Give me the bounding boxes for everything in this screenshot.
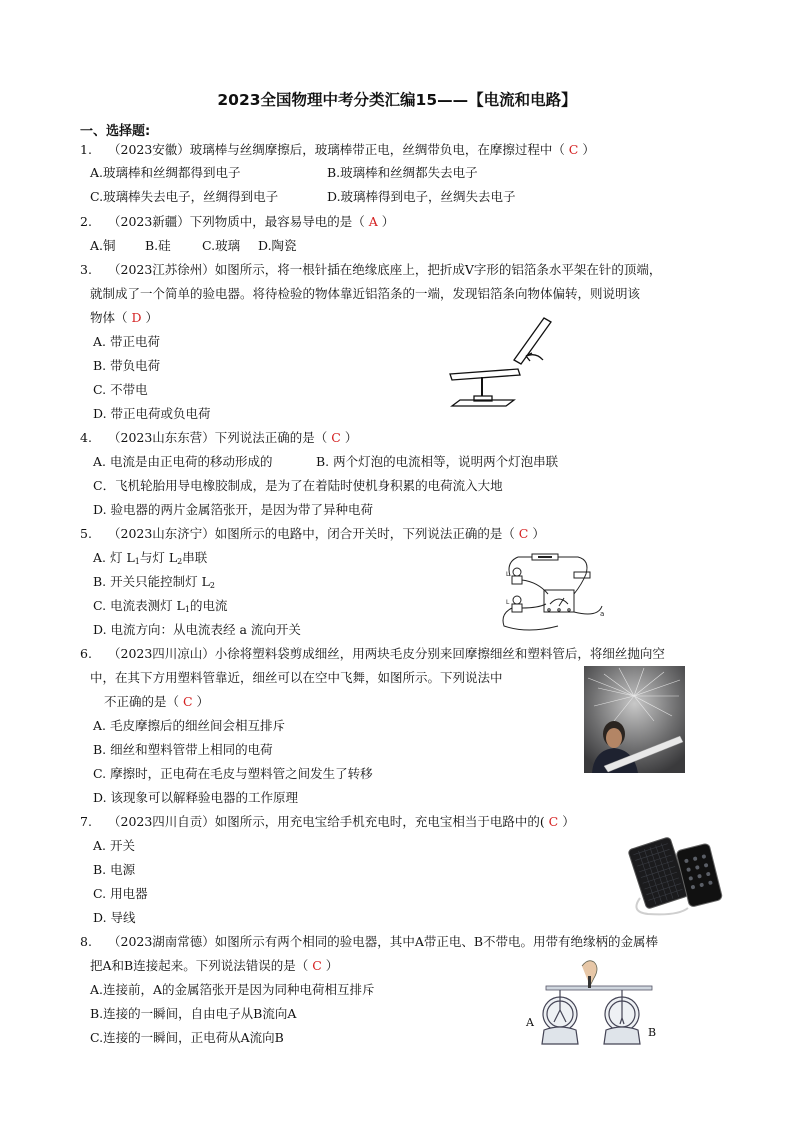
electroscope-label-b: B: [648, 1026, 657, 1039]
option-b: B. 开关只能控制灯 $L_2$: [93, 574, 216, 590]
question-number: 5.: [80, 526, 92, 541]
section-heading: 一、选择题:: [80, 124, 151, 139]
option-b: B. 两个灯泡的电流相等，说明两个灯泡串联: [316, 454, 559, 469]
figure-label-a: a: [600, 610, 605, 618]
two-electroscopes-figure: [518, 952, 668, 1052]
answer-mark: C: [308, 958, 326, 973]
question-number: 2.: [80, 214, 92, 229]
option-d: D. 该现象可以解释验电器的工作原理: [93, 790, 299, 805]
question-stem-line: 就制成了一个简单的验电器。将待检验的物体靠近铝箔条的一端，发现铝箔条向物体偏转，则说明该: [90, 286, 641, 301]
circuit-figure: [498, 548, 608, 633]
option-a: A. 开关: [93, 838, 135, 853]
option-c: C. 摩擦时，正电荷在毛皮与塑料管之间发生了转移: [93, 766, 373, 781]
option-d: D. 带正电荷或负电荷: [93, 406, 211, 421]
question-stem-line: （2023湖南常德）如图所示有两个相同的验电器，其中A带正电、B不带电。用带有绝缘柄的金属棒: [108, 934, 659, 949]
question-stem-line: （2023四川凉山）小徐将塑料袋剪成细丝，用两块毛皮分别来回摩擦细丝和塑料管后，将细丝抛向空: [108, 646, 665, 661]
question-stem-line: 物体（ D ）: [90, 310, 158, 325]
question-stem-line: 把A和B连接起来。下列说法错误的是（ C ）: [90, 958, 339, 973]
svg-text:L: L: [506, 599, 510, 606]
question-stem: （2023山东东营）下列说法正确的是（ C ）: [108, 430, 358, 445]
page-title: 2023全国物理中考分类汇编15——【电流和电路】: [217, 91, 577, 109]
option-b: B.连接的一瞬间，自由电子从B流向A: [90, 1006, 297, 1021]
option-b: B. 电源: [93, 862, 136, 877]
option-c: C.玻璃: [202, 238, 241, 253]
option-b: B. 细丝和塑料管带上相同的电荷: [93, 742, 273, 757]
question-number: 6.: [80, 646, 92, 661]
option-a: A. 灯 $L_1$与灯 $L_2$串联: [93, 550, 208, 566]
foil-electroscope-figure: [440, 312, 570, 408]
power-bank-phone-figure: [628, 832, 724, 918]
question-number: 8.: [80, 934, 92, 949]
option-a: A.玻璃棒和丝绸都得到电子: [90, 165, 241, 180]
question-number: 4.: [80, 430, 92, 445]
question-number: 3.: [80, 262, 92, 277]
question-stem: （2023新疆）下列物质中，最容易导电的是（ A ）: [108, 214, 395, 229]
option-d: D.陶瓷: [258, 238, 297, 253]
question-stem-line: （2023江苏徐州）如图所示，将一根针插在绝缘底座上，把折成V字形的铝箔条水平架在针的顶端，: [108, 262, 662, 277]
option-b: B.玻璃棒和丝绸都失去电子: [327, 165, 478, 180]
answer-mark: C: [564, 142, 583, 157]
option-c: C．飞机轮胎用导电橡胶制成，是为了在着陆时使机身积累的电荷流入大地: [93, 478, 503, 493]
question-number: 7.: [80, 814, 92, 829]
option-d: D. 电流方向：从电流表经 a 流向开关: [93, 622, 301, 637]
electroscope-label-a: A: [526, 1016, 534, 1029]
question-number: 1.: [80, 142, 92, 157]
svg-text:L: L: [506, 571, 510, 578]
question-stem: （2023安徽）玻璃棒与丝绸摩擦后，玻璃棒带正电，丝绸带负电，在摩擦过程中（ C ）: [108, 142, 595, 157]
answer-mark: C: [179, 694, 197, 709]
option-a: A. 电流是由正电荷的移动形成的: [93, 454, 273, 469]
option-a: A.铜: [90, 238, 116, 253]
answer-mark: C: [514, 526, 533, 541]
question-stem-line: 中，在其下方用塑料管靠近，细丝可以在空中飞舞，如图所示。下列说法中: [90, 670, 503, 685]
option-a: A. 带正电荷: [93, 334, 160, 349]
option-b: B. 带负电荷: [93, 358, 161, 373]
answer-mark: C: [544, 814, 563, 829]
option-a: A. 毛皮摩擦后的细丝间会相互排斥: [93, 718, 285, 733]
option-d: D. 验电器的两片金属箔张开，是因为带了异种电荷: [93, 502, 374, 517]
option-d: D. 导线: [93, 910, 136, 925]
option-c: C. 用电器: [93, 886, 148, 901]
flying-threads-photo: [584, 666, 685, 773]
option-d: D.玻璃棒得到电子，丝绸失去电子: [327, 189, 516, 204]
question-stem: （2023四川自贡）如图所示，用充电宝给手机充电时，充电宝相当于电路中的( C ）: [108, 814, 575, 829]
question-stem: （2023山东济宁）如图所示的电路中，闭合开关时，下列说法正确的是（ C ）: [108, 526, 545, 541]
option-c: C.连接的一瞬间，正电荷从A流向B: [90, 1030, 284, 1045]
option-a: A.连接前，A的金属箔张开是因为同种电荷相互排斥: [90, 982, 375, 997]
option-c: C. 不带电: [93, 382, 148, 397]
option-b: B.硅: [145, 238, 171, 253]
answer-mark: D: [127, 310, 146, 325]
answer-mark: C: [327, 430, 345, 445]
option-c: C. 电流表测灯 $L_1$的电流: [93, 598, 228, 614]
question-stem-line: 不正确的是（ C ）: [104, 694, 210, 709]
option-c: C.玻璃棒失去电子，丝绸得到电子: [90, 189, 279, 204]
answer-mark: A: [364, 214, 382, 229]
